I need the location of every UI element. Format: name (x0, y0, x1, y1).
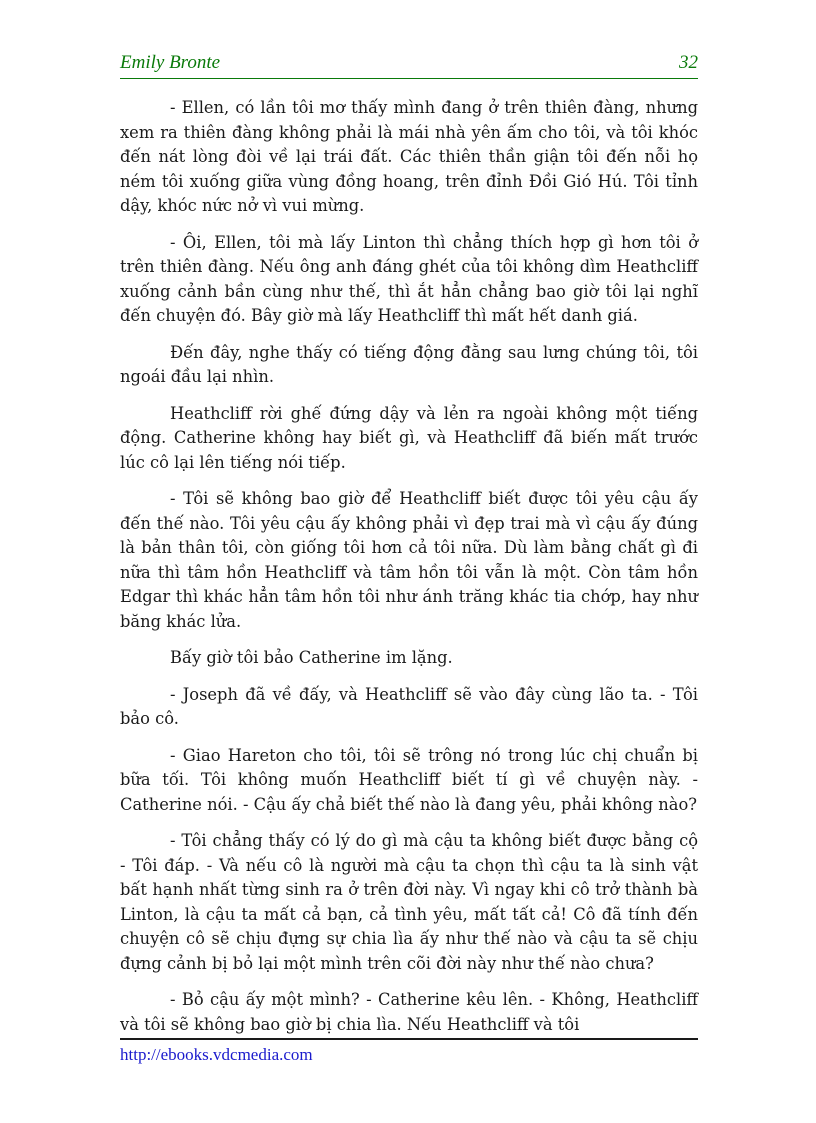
page-header (120, 50, 698, 76)
paragraph: - Giao Hareton cho tôi, tôi sẽ trông nó trong lúc chị chuẩn bị bữa tối. Tôi không muốn Heathcliff biết tí gì về chuyện này. - Catherine nói. - Cậu ấy chả biết thế nào là đang yêu, phải không nào? (120, 745, 698, 814)
footer-website-link[interactable]: http://ebooks.vdcmedia.com (120, 1045, 313, 1064)
paragraph: Đến đây, nghe thấy có tiếng động đằng sau lưng chúng tôi, tôi ngoái đầu lại nhìn. (120, 342, 698, 386)
paragraph: - Tôi chẳng thấy có lý do gì mà cậu ta không biết được bằng cộ - Tôi đáp. - Và nếu cô là người mà cậu ta chọn thì cậu ta là sinh vật bất hạnh nhất từng sinh ra ở trên đời này. Vì ngay khi cô trở thành bà Linton, là cậu ta mất cả bạn, cả tình yêu, mất tất cả! Cô đã tính đến chuyện cô sẽ chịu đựng sự chia lìa ấy như thế nào và cậu ta sẽ chịu đựng cảnh bị bỏ lại một mình trên cõi đời này như thế nào chưa? (120, 831, 698, 973)
footer-divider (120, 1038, 698, 1040)
page-number: 32 (679, 52, 698, 73)
paragraph: - Bỏ cậu ấy một mình? - Catherine kêu lên. - Không, Heathcliff và tôi sẽ không bao giờ bị chia lìa. Nếu Heathcliff và tôi (120, 990, 698, 1034)
paragraph: - Joseph đã về đấy, và Heathcliff sẽ vào đây cùng lão ta. - Tôi bảo cô. (120, 684, 698, 728)
header-divider (120, 78, 698, 79)
paragraph: Bấy giờ tôi bảo Catherine im lặng. (170, 648, 453, 667)
paragraph: - Ellen, có lần tôi mơ thấy mình đang ở trên thiên đàng, nhưng xem ra thiên đàng không phải là mái nhà yên ấm cho tôi, và tôi khóc đến nát lòng đòi về lại trái đất. Các thiên thần giận tôi đến nỗi họ ném tôi xuống giữa vùng đồng hoang, trên đỉnh Đồi Gió Hú. Tôi tỉnh dậy, khóc nức nở vì vui mừng. (120, 98, 698, 215)
paragraph: Heathcliff rời ghế đứng dậy và lẻn ra ngoài không một tiếng động. Catherine không hay biết gì, và Heathcliff đã biến mất trước lúc cô lại lên tiếng nói tiếp. (120, 403, 698, 472)
page-body (120, 96, 698, 1049)
paragraph: - Tôi sẽ không bao giờ để Heathcliff biết được tôi yêu cậu ấy đến thế nào. Tôi yêu cậu ấy không phải vì đẹp trai mà vì cậu ấy đúng là bản thân tôi, còn giống tôi hơn cả tôi nữa. Dù làm bằng chất gì đi nữa thì tâm hồn Heathcliff và tâm hồn tôi vẫn là một. Còn tâm hồn Edgar thì khác hẳn tâm hồn tôi như ánh trăng khác tia chớp, hay như băng khác lửa. (120, 489, 698, 631)
paragraph: - Ôi, Ellen, tôi mà lấy Linton thì chẳng thích hợp gì hơn tôi ở trên thiên đàng. Nếu ông anh đáng ghét của tôi không dìm Heathcliff xuống cảnh bần cùng như thế, thì ắt hẳn chẳng bao giờ tôi lại nghĩ đến chuyện đó. Bây giờ mà lấy Heathcliff thì mất hết danh giá. (120, 232, 698, 325)
book-author-title: Emily Bronte (120, 52, 221, 73)
